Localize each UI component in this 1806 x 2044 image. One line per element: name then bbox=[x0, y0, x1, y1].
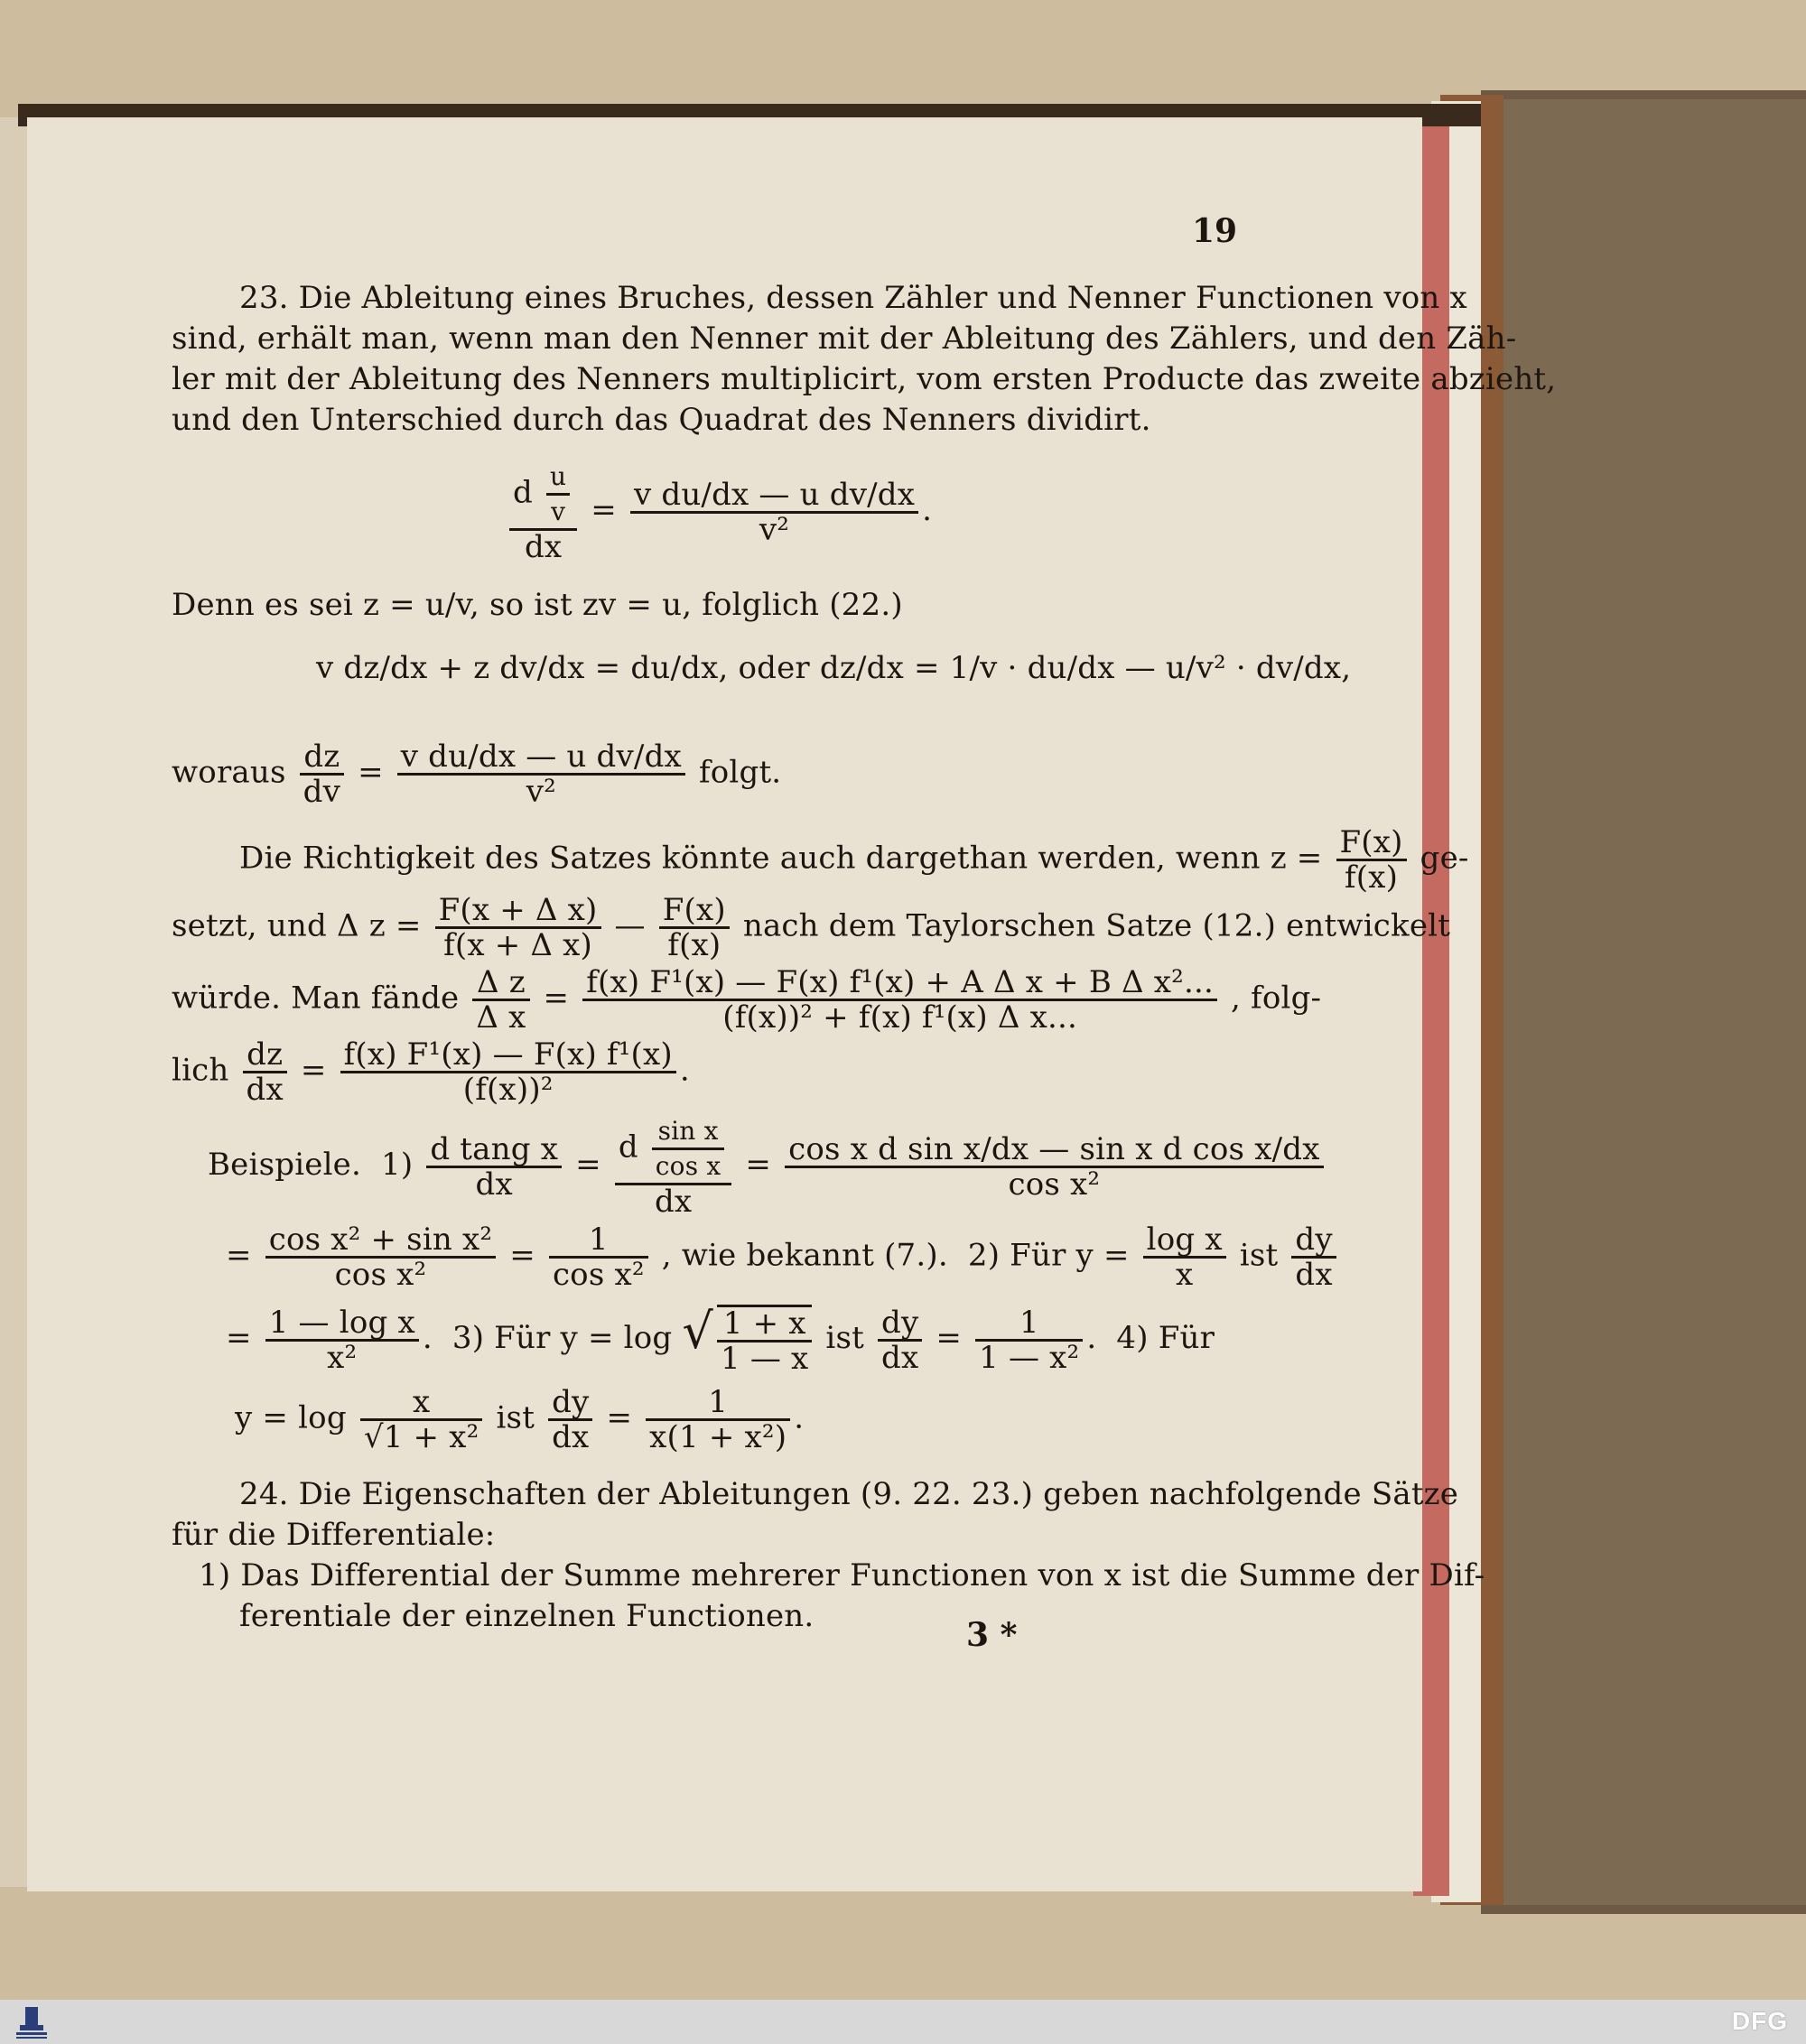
formula-quotient-rule: d $\frac{u}{v}$ dx = $\frac{\text{v du/dx — u dv/dx}}{\text{v²}}$ . bbox=[506, 460, 932, 563]
lhs-fraction: d $\frac{u}{v}$ dx bbox=[509, 460, 577, 563]
library-logo-icon bbox=[9, 2003, 54, 2041]
proof-equation-2: woraus $\frac{dz}{dv}$ = $\frac{\text{v du/dx — u dv/dx}}{\text{v²}}$ folgt. bbox=[172, 739, 782, 810]
proof-equation-1: v dz/dx + z dv/dx = du/dx, oder dz/dx = 1/v · du/dx — u/v² · dv/dx, bbox=[316, 650, 1352, 686]
section23-line-1: 23. Die Ableitung eines Bruches, dessen Zähler und Nenner Functionen von x bbox=[239, 280, 1467, 316]
section24-line-3: 1) Das Differential der Summe mehrerer Functionen von x ist die Summe der Dif- bbox=[199, 1557, 1485, 1593]
section23-line-3: ler mit der Ableitung des Nenners multiplicirt, vom ersten Producte das zweite abzieht, bbox=[172, 361, 1557, 397]
example-1-line-1: Beispiele. 1) $\frac{\text{d tang x}}{dx}$ = d $\frac{\text{sin x}}{\text{cos x}}$ dx = $\frac{\text{cos x d sin x/dx — sin x d cos x/dx}}{\text{cos x²}}$ bbox=[208, 1115, 1327, 1218]
book-page bbox=[27, 113, 1557, 1887]
para2-line-2: setzt, und Δ z = $\frac{\text{F(x + Δ x)}}{\text{f(x + Δ x)}}$ — $\frac{F(x)}{f(x)}$ nach dem Taylorschen Satze (12.) entwickelt bbox=[172, 892, 1451, 963]
proof-intro: Denn es sei z = u/v, so ist zv = u, folglich (22.) bbox=[172, 587, 903, 623]
para2-line-3: würde. Man fände $\frac{\text{Δ z}}{\text{Δ x}}$ = $\frac{\text{f(x) F¹(x) — F(x) f¹(x) + A Δ x + B Δ x²...}}{\text{(f(x))² + f(x) f¹(x) Δ x...}}$ , folg- bbox=[172, 964, 1322, 1036]
example-2-3-line: = $\frac{\text{1 — log x}}{\text{x²}}$ . 3) Für y = log √ $\frac{1 + x}{1 — x}$ ist $\frac{dy}{dx}$ = $\frac{1}{\text{1 — x²}}$ . 4) Für bbox=[226, 1303, 1215, 1377]
example-4-line: y = log $\frac{x}{\text{√1 + x²}}$ ist $\frac{dy}{dx}$ = $\frac{1}{\text{x(1 + x²)}}$ . bbox=[235, 1384, 805, 1455]
page-number: 19 bbox=[1192, 212, 1238, 250]
section24-line-1: 24. Die Eigenschaften der Ableitungen (9. 22. 23.) geben nachfolgende Sätze bbox=[239, 1476, 1459, 1512]
rhs-fraction: $\frac{\text{v du/dx — u dv/dx}}{\text{v²}}$ bbox=[630, 478, 918, 546]
para2-line-1: Die Richtigkeit des Satzes könnte auch dargethan werden, wenn z = $\frac{F(x)}{f(x)}$ ge- bbox=[239, 824, 1469, 896]
section24-line-2: für die Differentiale: bbox=[172, 1517, 496, 1553]
section23-line-4: und den Unterschied durch das Quadrat des Nenners dividirt. bbox=[172, 402, 1151, 438]
dfg-logo: DFG bbox=[1731, 2007, 1788, 2035]
para2-line-4: lich $\frac{dz}{dx}$ = $\frac{\text{f(x) F¹(x) — F(x) f¹(x)}}{\text{(f(x))²}}$ . bbox=[172, 1036, 690, 1108]
signature-mark: 3 * bbox=[966, 1616, 1018, 1654]
example-1-2-line: = $\frac{\text{cos x² + sin x²}}{\text{cos x²}}$ = $\frac{1}{\text{cos x²}}$ , wie bekannt (7.). 2) Für y = $\frac{\text{log x}}{x}$ ist $\frac{dy}{dx}$ bbox=[226, 1223, 1340, 1291]
section23-line-2: sind, erhält man, wenn man den Nenner mit der Ableitung des Zählers, und den Zäh- bbox=[172, 321, 1517, 357]
section24-line-4: ferentiale der einzelnen Functionen. bbox=[239, 1598, 815, 1634]
viewer-footer-bar bbox=[0, 2000, 1806, 2044]
